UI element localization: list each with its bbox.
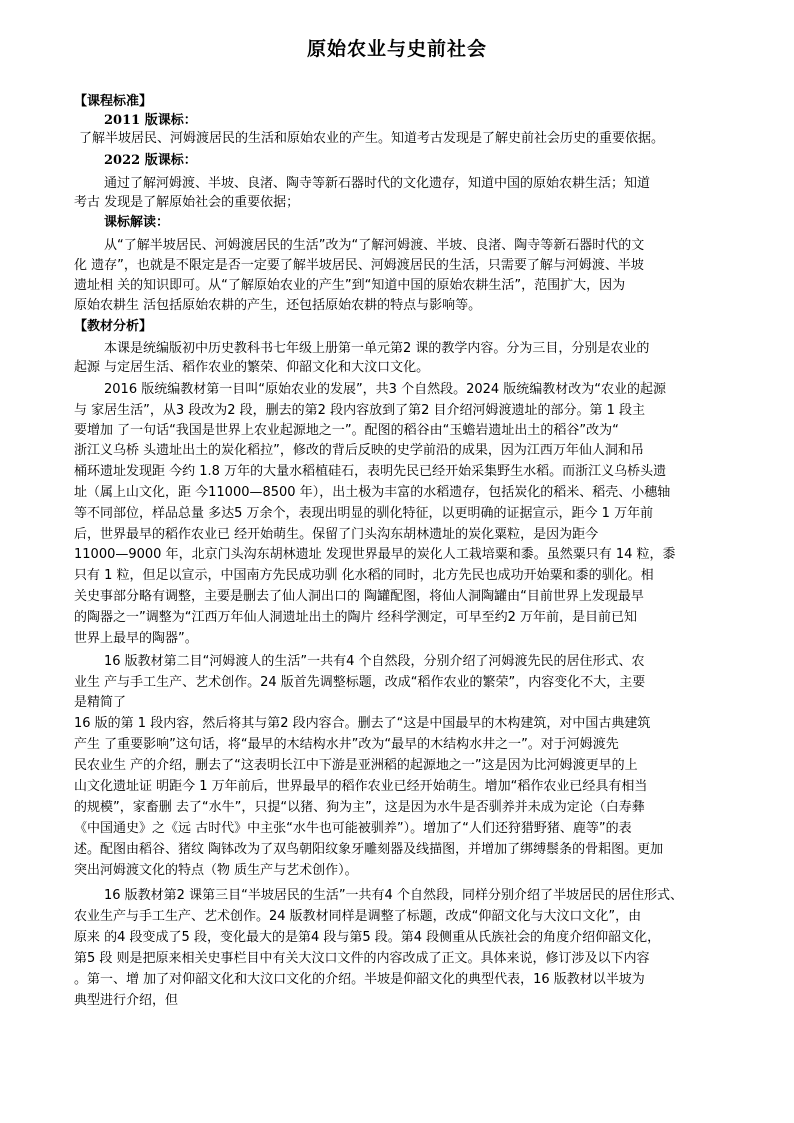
paragraph-line: 浙江义乌桥 头遗址出土的炭化稻拉”，修改的背后反映的史学前沿的成果，因为江西万年仙人洞和吊 [74,443,644,458]
paragraph-line: 的陶器之一”调整为“江西万年仙人洞遗址出土的陶片 经科学测定，可早至约2 万年前，是目前已知 [74,610,638,625]
paragraph-line: 址（属上山文化，距 今11000—8500 年），出土极为丰富的水稻遗存，包括炭化的稻米、稻壳、小穗轴 [74,485,671,500]
paragraph-line: 化 遗存”，也就是不限定是否一定要了解半坡居民、河姆渡居民的生活，只需要了解与河姆渡、半坡 [74,258,644,273]
paragraph-line: 是精简了 [74,695,127,710]
subheading-2011: 2011 版课标： [104,113,197,128]
paragraph-line: 关史事部分略有调整，主要是删去了仙人洞出口的 陶罐配图，将仙人洞陶罐由“目前世界上发现最早 [74,589,644,604]
paragraph-line: 突出河姆渡文化的特点（物 质生产与艺术创作）。 [74,863,358,878]
paragraph-line: 第5 段 则是把原来相关史事栏目中有关大汶口文件的内容改成了正文。具体来说，修订涉及以下内容 [74,951,650,966]
subheading-interpretation: 课标解读： [104,215,170,230]
paragraph-line: 与 家居生活”，从3 段改为2 段，删去的第2 段内容放到了第2 目介绍河姆渡遗址的部分。第 1 段主 [74,403,646,418]
paragraph-line: 要增加 了一句话“我国是世界上农业起源地之一”。配图的稻谷由“玉蟾岩遗址出土的稻谷”改为“ [74,423,619,438]
paragraph-line: 从“了解半坡居民、河姆渡居民的生活”改为“了解河姆渡、半坡、良渚、陶寺等新石器时代的文 [104,238,645,253]
paragraph-line: 原来 的4 段变成了5 段，变化最大的是第4 段与第5 段。第4 段侧重从氏族社会的角度介绍仰韶文化， [74,930,661,945]
paragraph-line: 民农业生 产的介绍，删去了“这表明长江中下游是亚洲稻的起源地之一”这是因为比河姆渡更早的上 [74,758,638,773]
paragraph-line: 山文化遗址证 明距今 1 万年前后，世界最早的稻作农业已经开始萌生。增加“稻作农业已经具有相当 [74,779,648,794]
paragraph-line: 原始农耕生 活包括原始农耕的产生，还包括原始农耕的特点与影响等。 [74,298,482,313]
paragraph-line: 典型进行介绍，但 [74,993,179,1008]
paragraph-line: 《中国通史》之《远 古时代》中主张“水牛也可能被驯养”）。增加了“人们还狩猎野猪、鹿等”的表 [74,821,632,836]
subheading-2022: 2022 版课标： [104,153,197,168]
paragraph-line: 产生 了重要影响”这句话，将“最早的木结构水井”改为“最早的木结构水井之一”。对于河姆渡先 [74,737,619,752]
paragraph-line: 的规模”，家畜删 去了“水牛”，只提“以猪、狗为主”，这是因为水牛是否驯养并未成为定论（白寿彝 [74,800,645,815]
paragraph-line: 通过了解河姆渡、半坡、良渚、陶寺等新石器时代的文化遗存，知道中国的原始农耕生活；知道 [104,176,651,191]
paragraph-line: 16 版的第 1 段内容，然后将其与第2 段内容合。删去了“这是中国最早的木构建筑，对中国古典建筑 [74,716,651,731]
paragraph-line: 后，世界最早的稻作农业已 经开始萌生。保留了门头沟东胡林遗址的炭化粟粒，是因为距今 [74,527,599,542]
paragraph-line: 。第一、增 加了对仰韶文化和大汶口文化的介绍。半坡是仰韶文化的典型代表，16 版教材以半坡为 [74,972,645,987]
paragraph-line: 桶环遗址发现距 今约 1.8 万年的大量水稻植硅石，表明先民已经开始采集野生水稻。而浙江义乌桥头遗 [74,464,667,479]
paragraph-line: 16 版教材第二目“河姆渡人的生活”一共有4 个自然段，分别介绍了河姆渡先民的居住形式、农 [104,654,645,669]
paragraph-line: 遗址相 关的知识即可。从“了解原始农业的产生”到“知道中国的原始农耕生活”，范围扩大，因为 [74,278,626,293]
paragraph-line: 起源 与定居生活、稻作农业的繁荣、仰韶文化和大汶口文化。 [74,360,430,375]
section-heading-curriculum: 【课程标准】 [74,94,153,109]
paragraph-line: 农业生产与手工生产、艺术创作。24 版教材同样是调整了标题，改成“仰韶文化与大汶口文化”，由 [74,909,642,924]
paragraph-line: 了解半坡居民、河姆渡居民的生活和原始农业的产生。知道考古发现是了解史前社会历史的重要依据。 [79,131,665,146]
paragraph-line: 述。配图由稻谷、猪纹 陶钵改为了双鸟朝阳纹象牙雕刻器及线描图，并增加了绑缚鬃条的骨耜图。更加 [74,842,664,857]
paragraph-line: 考古 发现是了解原始社会的重要依据； [74,195,300,210]
paragraph-line: 等不同部位，样品总量 多达5 万余个，表现出明显的驯化特征，以更明确的证据宣示，距今 1 万年前 [74,506,654,521]
paragraph-line: 只有 1 粒，但足以宣示，中国南方先民成功驯 化水稻的同时，北方先民也成功开始粟和黍的驯化。相 [74,568,654,583]
paragraph-line: 本课是统编版初中历史教科书七年级上册第一单元第2 课的教学内容。分为三目，分别是农业的 [104,341,650,356]
document-title: 原始农业与史前社会 [306,38,487,60]
paragraph-line: 业生 产与手工生产、艺术创作。24 版首先调整标题，改成“稻作农业的繁荣”，内容变化不大，主要 [74,675,646,690]
section-heading-textbook: 【教材分析】 [74,319,153,334]
paragraph-line: 11000—9000 年，北京门头沟东胡林遗址 发现世界最早的炭化人工栽培粟和黍。虽然粟只有 14 粒，黍 [74,547,676,562]
paragraph-line: 16 版教材第2 课第三目“半坡居民的生活”一共有4 个自然段，同样分别介绍了半坡居民的居住形式、 [104,888,683,903]
paragraph-line: 2016 版统编教材第一目叫“原始农业的发展”，共3 个自然段。2024 版统编教材改为“农业的起源 [104,382,667,397]
paragraph-line: 世界上最早的陶器”。 [74,631,198,646]
